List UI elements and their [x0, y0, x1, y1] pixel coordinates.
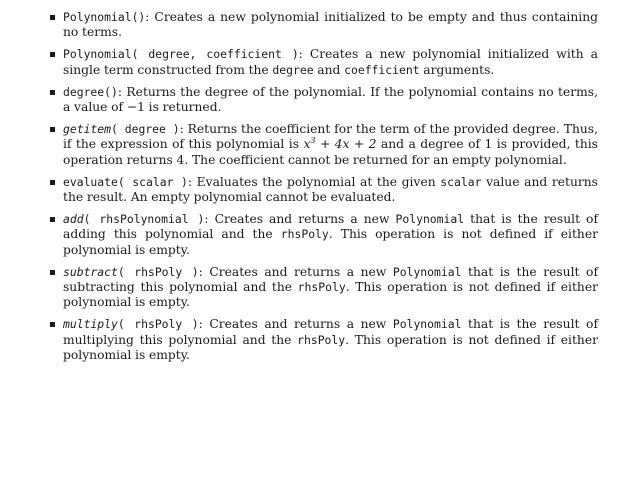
bullet-icon [50, 322, 55, 327]
operation-description: that is the result of adding this polynomial and the [63, 212, 599, 242]
operation-description: : Creates a new polynomial initialized to be empty and thus containing no terms. [63, 10, 598, 40]
bullet-icon [50, 217, 55, 222]
class-name: Polynomial [395, 212, 465, 227]
operation-name: Polynomial [63, 10, 132, 24]
operation-description: and [313, 62, 345, 77]
operation-description: : Returns the coefficient for the term of the provided degree. Thus, if the expression of this polynomial is [63, 122, 599, 152]
argument-name: rhsPoly [297, 332, 346, 347]
list-item [52, 10, 598, 40]
bullet-icon [50, 180, 55, 185]
operation-description: . This operation is not defined if either polynomial is empty. [63, 227, 599, 257]
operation-args: ( rhsPolynomial ) [83, 212, 205, 227]
operation-description: . This operation is not defined if either polynomial is empty. [63, 332, 598, 362]
operation-description: arguments. [419, 62, 495, 77]
operation-description: : Returns the degree of the polynomial. If the polynomial contains no terms, a value of −1 is returned. [63, 84, 598, 115]
operation-name: evaluate [63, 174, 118, 189]
operation-description: . This operation is not defined if either polynomial is empty. [63, 280, 598, 310]
list-item [52, 85, 598, 115]
operation-description: : Evaluates the polynomial at the given [187, 174, 441, 189]
operation-name: Polynomial [63, 47, 132, 62]
class-name: Polynomial [392, 317, 462, 332]
operation-args: ( rhsPoly ) [117, 264, 199, 279]
operation-description: : Creates and returns a new [198, 264, 393, 279]
list-item [52, 265, 598, 311]
operation-name: getitem [63, 122, 112, 137]
list-item [52, 175, 598, 205]
operation-args: () [131, 10, 146, 24]
argument-name: rhsPoly [280, 227, 329, 242]
operation-args: ( rhsPoly ) [117, 317, 199, 332]
operation-name: multiply [63, 317, 118, 332]
operation-description: : Creates and returns a new [198, 317, 393, 332]
list-item [52, 212, 598, 258]
argument-name: degree [272, 62, 314, 77]
class-name: Polynomial [392, 264, 462, 279]
operation-description: that is the result of subtracting this polynomial and the [63, 264, 598, 295]
operation-args: ( degree, coefficient ) [131, 47, 299, 62]
bullet-icon [50, 15, 55, 20]
operation-description: : Creates a new polynomial initialized with a single term constructed from the [63, 47, 598, 77]
bullet-icon [50, 90, 55, 95]
bullet-icon [50, 127, 55, 132]
list-item [52, 47, 598, 77]
argument-name: scalar [440, 174, 482, 189]
list-item [52, 317, 598, 363]
argument-name: rhsPoly [297, 280, 346, 295]
operation-name: add [63, 212, 84, 227]
list-item [52, 122, 598, 168]
operation-name: degree [63, 84, 105, 99]
operation-description: that is the result of multiplying this polynomial and the [63, 317, 598, 347]
operations-list [52, 10, 598, 363]
operation-name: subtract [63, 264, 118, 279]
operation-description: value and returns the result. An empty polynomial cannot be evaluated. [63, 174, 598, 205]
math-expression: $x^3 + 4x + 2$ [303, 136, 377, 152]
bullet-icon [50, 270, 55, 275]
operation-args: ( degree ) [111, 122, 180, 137]
argument-name: coefficient [344, 62, 420, 77]
bullet-icon [50, 52, 55, 57]
operation-description: : Creates and returns a new [204, 212, 396, 227]
operation-args: () [104, 84, 118, 99]
operation-description: and a degree of 1 is provided, this operation returns 4. The coefficient cannot be returned for an empty polynomial. [63, 137, 598, 167]
operation-args: ( scalar ) [117, 174, 188, 189]
